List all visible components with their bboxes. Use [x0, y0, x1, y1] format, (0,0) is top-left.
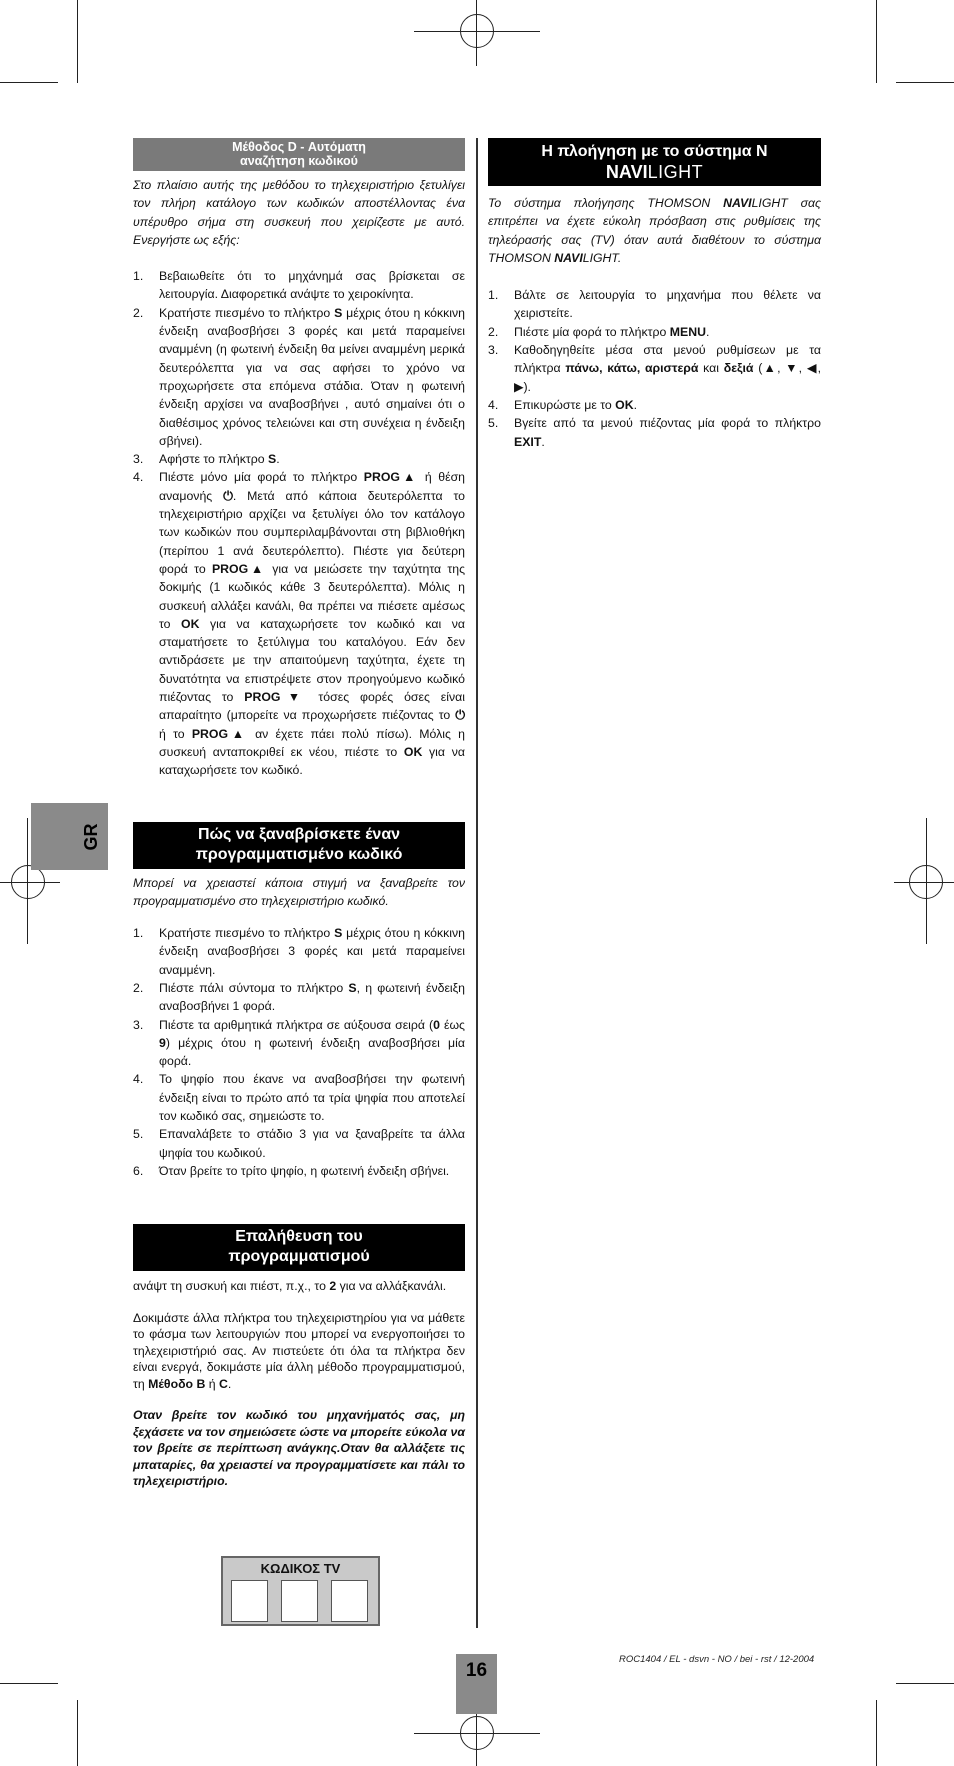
right-column	[488, 138, 821, 451]
list-item: 3. Πιέστε τα αριθμητικά πλήκτρα σε αύξουσα σειρά (0 έως 9) μέχρις ότου η φωτεινή ένδειξη αναβοσβήσει μία φορά.	[133, 1017, 465, 1069]
brand-bold: NAVI	[554, 250, 583, 265]
verify-heading	[133, 1224, 465, 1271]
navilight-steps	[488, 286, 821, 451]
step-text: Πιέστε πάλι σύντομα το πλήκτρο	[159, 980, 349, 995]
step-text: .	[633, 397, 638, 412]
registration-mark	[414, 31, 540, 32]
step-text: Καθοδηγηθείτε μέσα στα μενού ρυθμίσεων με τα πλήκτρα	[514, 343, 821, 376]
step-text: .	[276, 452, 280, 467]
code-digit-field[interactable]	[331, 1580, 368, 1622]
list-item: 5. Επαναλάβετε το στάδιο 3 για να ξαναβρείτε τα άλλα ψηφία του κωδικού.	[133, 1127, 465, 1160]
key-label: PROG▼	[244, 690, 308, 705]
navilight-intro	[488, 194, 821, 267]
verify-paragraph	[133, 1310, 465, 1393]
list-item: 1. Κρατήστε πιεσμένο το πλήκτρο S μέχρις ότου η κόκκινη ένδειξη αναβοσβήσει 3 φορές και μετά παραμείνει αναμμένη.	[133, 926, 465, 977]
key-label: S	[334, 926, 343, 941]
text-run: LIGHT σας επιτρέπει να έχετε εύκολη πρόσβαση στις ρυθμίσεις της τηλεόρασής σας (TV) όταν αυτά διαθέτουν το σύστημα THOMSON	[488, 196, 821, 265]
key-label: δεξιά	[723, 361, 754, 376]
key-label: S	[334, 305, 343, 320]
list-item: 1. Βάλτε σε λειτουργία το μηχανήμα που θέλετε να χειριστείτε.	[488, 288, 821, 321]
step-text: μέχρις ότου η κόκκινη ένδειξη αναβοσβήσει 3 φορές και μετά παραμείνει αναμμένη.	[159, 926, 465, 977]
verify-paragraph	[133, 1278, 465, 1295]
code-digit-field[interactable]	[231, 1580, 268, 1622]
method-d-heading	[133, 138, 465, 171]
navilight-heading	[488, 138, 821, 186]
crop-mark	[876, 0, 877, 83]
text-run: Δοκιμάστε άλλα πλήκτρα του τηλεχειριστηρίου για να μάθετε το φάσμα των λειτουργιών που μπορεί να ενεργοποιήσει το τηλεχειριστήριό σας. Αν πιστεύετε ότι όλα τα πλήκτρα δεν είναι ενεργά, δοκιμάστε μία άλλη μέθοδο προγραμματισμού, τη	[133, 1310, 465, 1391]
page-number: 16	[456, 1654, 497, 1714]
step-text: Κρατήστε πιεσμένο το πλήκτρο	[159, 305, 335, 320]
step-text: Βεβαιωθείτε ότι το μηχάνημά σας βρίσκεται σε λειτουργία. Διαφορετικά ανάψτε το χειροκίνητα.	[159, 269, 465, 302]
list-item: 4. Επικυρώστε με το OK.	[488, 397, 638, 412]
key-label: 2	[329, 1279, 337, 1294]
crop-mark	[876, 1700, 877, 1766]
method-d-intro: Στο πλαίσιο αυτής της μεθόδου το τηλεχειριστήριο ξετυλίγει τον πλήρη κατάλογο των κωδικών αποστέλλοντας ένα υπέρυθρο σήμα στη συσκευή που χειρίζεστε με αυτό. Ενεργήστε ως εξής:	[133, 178, 465, 247]
step-text: Το ψηφίο που έκανε να αναβοσβήσει την φωτεινή ένδειξη είναι το πρώτο από τα τρία ψηφία που αποτελεί τον κωδικό σας, σημειώστε το.	[159, 1072, 465, 1124]
find-code-intro: Μπορεί να χρειαστεί κάποια στιγμή να ξαναβρείτε τον προγραμματισμένο στο τηλεχειριστήριο κωδικό.	[133, 875, 465, 908]
language-tab-label: GR	[81, 823, 101, 851]
step-text: τόσες φορές όσες είναι απαραίτητο (μπορείτε να προχωρήσετε πιέζοντας το	[159, 690, 465, 723]
key-label: 0	[433, 1017, 440, 1032]
text-run: LIGHT.	[582, 250, 622, 265]
logo-light: LIGHT	[647, 162, 704, 182]
heading-line: Πώς να ξαναβρίσκετε έναν	[197, 825, 401, 843]
find-code-steps	[133, 924, 465, 1180]
power-icon: ⏻	[223, 488, 233, 503]
step-text: Όταν βρείτε το τρίτο ψηφίο, η φωτεινή ένδειξη σβήνει.	[159, 1163, 450, 1178]
list-item: 2. Κρατήστε πιεσμένο το πλήκτρο S μέχρις ότου η κόκκινη ένδειξη αναβοσβήσει 3 φορές και μετά παραμείνει αναμμένη (η φωτεινή ένδειξη θα μείνει αναμμένη μερικά δευτερόλεπτα για να σας αφήσει το χρόνο να προχωρήσετε στα επόμενα στάδια. Όταν η φωτεινή ένδειξη αρχίσει να αναβοσβήνει , αυτό σημαίνει ότι ο διαθέσιμος χρόνος τελειώνει και στη συνέχεια η ένδειξη σβήνει).	[133, 305, 465, 448]
heading-line: προγραμματισμένο κωδικό	[195, 845, 403, 863]
heading-line: προγραμματισμού	[228, 1248, 370, 1266]
step-text: ή το	[159, 726, 192, 741]
step-text: Επικυρώστε με το	[514, 397, 616, 412]
heading-line: αναζήτηση κωδικού	[240, 154, 358, 168]
list-item: 4. Το ψηφίο που έκανε να αναβοσβήσει την φωτεινή ένδειξη είναι το πρώτο από τα τρία ψηφία που αποτελεί τον κωδικό σας, σημειώστε το.	[133, 1072, 465, 1124]
power-icon: ⏻	[455, 708, 465, 723]
text-run: ή	[205, 1376, 220, 1391]
step-text: Βγείτε από τα μενού πιέζοντας μία φορά το πλήκτρο	[514, 416, 821, 431]
step-text: Κρατήστε πιεσμένο το πλήκτρο	[159, 926, 335, 941]
registration-mark	[0, 882, 60, 883]
step-text: για να καταχωρήσετε τον κωδικό.	[159, 744, 465, 778]
navilight-logo	[494, 162, 815, 182]
left-column	[133, 138, 465, 1490]
step-text: έως	[439, 1017, 465, 1032]
list-item: 1. Βεβαιωθείτε ότι το μηχάνημά σας βρίσκεται σε λειτουργία. Διαφορετικά ανάψτε το χειροκίνητα.	[133, 269, 465, 302]
step-text: Πιέστε μόνο μία φορά το πλήκτρο	[159, 470, 364, 485]
registration-mark	[414, 1733, 540, 1734]
heading-line: Επαλήθευση του	[235, 1228, 363, 1246]
method-d-steps	[133, 267, 465, 779]
registration-mark	[894, 882, 954, 883]
step-text: .	[706, 324, 710, 339]
step-text: (▲, ▼, ◀, ▶).	[514, 361, 821, 394]
step-text: Πιέστε τα αριθμητικά πλήκτρα σε αύξουσα σειρά (	[159, 1017, 434, 1032]
key-label: S	[348, 980, 357, 995]
key-label: EXIT	[514, 434, 542, 449]
crop-mark	[0, 82, 58, 83]
code-box-title: ΚΩΔΙΚΟΣ TV	[260, 1561, 341, 1576]
list-item: 3. Καθοδηγηθείτε μέσα στα μενού ρυθμίσεων με τα πλήκτρα πάνω, κάτω, αριστερά και δεξιά (▲, ▼, ◀, ▶).	[488, 343, 821, 394]
key-label: 9	[159, 1035, 166, 1050]
list-item: 3. Αφήστε το πλήκτρο S.	[133, 452, 280, 467]
step-text: .	[541, 434, 545, 449]
text-run: Το σύστημα πλοήγησης THOMSON	[488, 196, 724, 210]
registration-mark	[926, 818, 927, 944]
key-label: S	[268, 452, 277, 467]
list-item: 2. Πιέστε πάλι σύντομα το πλήκτρο S, η φωτεινή ένδειξη αναβοσβήνει 1 φορά.	[133, 980, 465, 1014]
step-text: αν έχετε πάει πολύ πίσω). Μόλις η συσκευή ανταποκριθεί εκ νέου, πιέστε το	[159, 726, 465, 759]
step-text: Επαναλάβετε το στάδιο 3 για να ξαναβρείτε τα άλλα ψηφία του κωδικού.	[159, 1127, 465, 1160]
step-text: Βάλτε σε λειτουργία το μηχανήμα που θέλετε να χειριστείτε.	[514, 288, 821, 321]
method-label: C	[219, 1376, 228, 1391]
list-item: 6. Όταν βρείτε το τρίτο ψηφίο, η φωτεινή ένδειξη σβήνει.	[133, 1163, 450, 1178]
key-label: OK	[403, 744, 423, 759]
step-text: ) μέχρις ότου η φωτεινή ένδειξη αναβοσβήσει μία φορά.	[159, 1035, 465, 1069]
list-item: 2. Πιέστε μία φορά το πλήκτρο MENU.	[488, 324, 710, 339]
logo-bold: NAVI	[605, 162, 648, 182]
step-text: και	[698, 361, 724, 376]
list-item: 4. Πιέστε μόνο μία φορά το πλήκτρο PROG▲ ή θέση αναμονής ⏻. Μετά από κάποια δευτερόλεπτα το τηλεχειριστήριο αρχίζει να ξετυλίγει όλο τον κατάλογο των κωδικών που συμπεριλαμβάνονται στη βιβλιοθήκη (περίπου 1 ανά δευτερόλεπτο). Πιέστε για δεύτερη φορά το PROG▲ για να μειώσετε την ταχύτητα της δοκιμής (1 κωδικός κάθε 3 δευτερόλεπτα). Μόλις η συσκευή αλλάξει κανάλι, θα πρέπει να πιέσετε αμέσως το OK για να καταχωρήσετε τον κωδικό και να σταματήσετε το ξετύλιγμα του καταλόγου. Εάν δεν αντιδράσετε με την απαιτούμενη ταχύτητα, έχετε τη δυνατότητα να επιστρέψετε στον προηγούμενο κωδικό πιέζοντας το PROG▼ τόσες φορές όσες είναι απαραίτητο (μπορείτε να προχωρήσετε πιέζοντας το ⏻ ή το PROG▲ αν έχετε πάει πολύ πίσω). Μόλις η συσκευή ανταποκριθεί εκ νέου, πιέστε το OK για να καταχωρήσετε τον κωδικό.	[133, 470, 466, 778]
step-text: . Μετά από κάποια δευτερόλεπτα το τηλεχειριστήριο αρχίζει να ξετυλίγει όλο τον κατάλογο των κωδικών που συμπεριλαμβάνονται στη βιβλιοθήκη (περίπου 1 ανά δευτερόλεπτο). Πιέστε για δεύτερη φορά το	[159, 488, 466, 576]
key-label: OK	[615, 397, 634, 412]
registration-mark	[476, 0, 477, 66]
code-digit-field[interactable]	[281, 1580, 318, 1622]
step-text: για να καταχωρήσετε τον κωδικό και να σταματήσετε το ξετύλιγμα του καταλόγου. Εάν δεν αντιδράσετε με την απαιτούμενη ταχύτητα, έχετε τη δυνατότητα να επιστρέψετε στον προηγούμενο κωδικό πιέζοντας το	[159, 616, 465, 705]
crop-mark	[896, 82, 954, 83]
step-text: ή θέση αναμονής	[159, 470, 465, 503]
text-run: .	[227, 1376, 232, 1391]
key-label: MENU	[669, 324, 707, 339]
heading-line: Μέθοδος D - Αυτόματη	[232, 140, 366, 154]
heading-line: Η πλοήγηση με το σύστημα N	[541, 143, 768, 160]
verify-note: Οταν βρείτε τον κωδικό του μηχανήματός σας, μη ξεχάσετε να τον σημειώσετε ώστε να μπορείτε εύκολα να τον βρείτε σε περίπτωση ανάγκης.Οταν θα αλλάξετε τις μπαταρίες, θα χρειαστεί να προγραμματίσετε και πάλι το τηλεχειριστήριο.	[133, 1408, 465, 1489]
step-text: , η φωτεινή ένδειξη αναβοσβήνει 1 φορά.	[159, 980, 465, 1014]
crop-mark	[0, 1683, 58, 1684]
tv-code-box	[221, 1556, 380, 1626]
step-text: για να μειώσετε την ταχύτητα της δοκιμής (1 κωδικός κάθε 3 δευτερόλεπτα). Μόλις η συσκευή αλλάξει κανάλι, θα πρέπει να πιέσετε αμέσως το	[159, 561, 465, 631]
key-label: PROG▲	[191, 726, 248, 741]
registration-mark	[27, 818, 28, 944]
crop-mark	[77, 0, 78, 83]
step-text: Αφήστε το πλήκτρο	[159, 452, 269, 467]
key-label: PROG▲	[211, 561, 267, 576]
method-label: Μέθοδο B	[148, 1376, 206, 1391]
key-label: πάνω, κάτω, αριστερά	[565, 361, 699, 376]
column-divider	[476, 138, 478, 1628]
key-label: OK	[181, 616, 200, 631]
text-run: ανάψτ τη συσκυή και πιέστ, π.χ., το	[133, 1279, 330, 1294]
crop-mark	[77, 1700, 78, 1766]
step-text: μέχρις ότου η κόκκινη ένδειξη αναβοσβήσει 3 φορές και μετά παραμείνει αναμμένη (η φωτεινή ένδειξη θα μείνει αναμμένη μερικά δευτερόλεπτα για να σας αφήσει το χρόνο να προχωρήσετε στα επόμενα στάδια. Όταν η φωτεινή ένδειξη αρχίσει να αναβοσβήνει , αυτό σημαίνει ότι ο διαθέσιμος χρόνος τελειώνει και στη συνέχεια η ένδειξη σβήνει).	[159, 305, 465, 448]
document-reference: ROC1404 / EL - dsvn - NO / bei - rst / 12-2004	[619, 1654, 815, 1665]
text-run: για να αλλάξκανάλι.	[336, 1279, 447, 1294]
list-item: 5. Βγείτε από τα μενού πιέζοντας μία φορά το πλήκτρο EXIT.	[488, 416, 821, 449]
crop-mark	[896, 1683, 954, 1684]
step-text: Πιέστε μία φορά το πλήκτρο	[514, 324, 670, 339]
find-code-heading	[133, 822, 465, 869]
brand-bold: NAVI	[723, 196, 752, 210]
key-label: PROG▲	[363, 470, 419, 485]
